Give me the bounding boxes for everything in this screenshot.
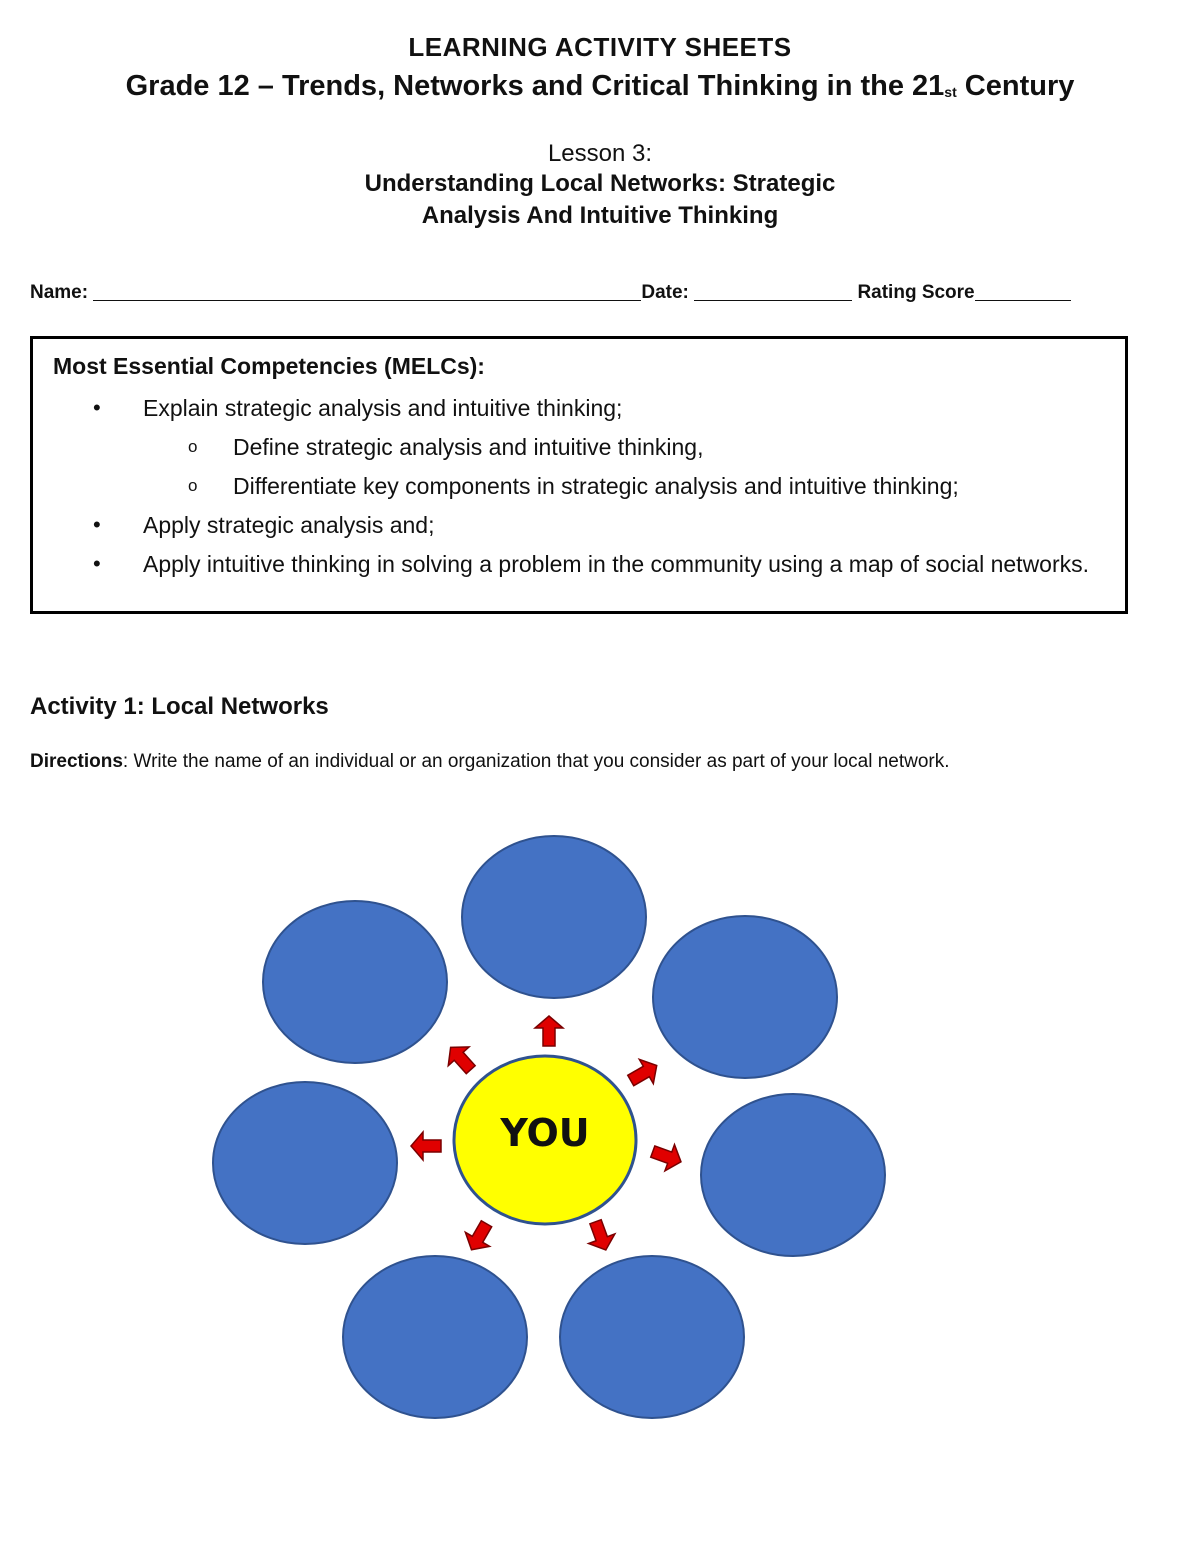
melcs-title: Most Essential Competencies (MELCs): <box>53 353 485 379</box>
date-label: Date: <box>641 282 689 303</box>
arrow-lower-right <box>582 1217 619 1255</box>
rating-score-field[interactable] <box>975 280 1071 301</box>
arrow-upper-right <box>624 1053 664 1092</box>
melc-item-2: • Apply strategic analysis and; <box>93 508 1103 542</box>
you-node <box>454 1056 636 1224</box>
network-node-lower-left[interactable] <box>343 1256 527 1418</box>
name-label: Name: <box>30 282 89 303</box>
course-title-sup: st <box>944 84 957 100</box>
local-network-diagram <box>0 820 1200 1440</box>
arrow-right <box>648 1138 686 1175</box>
directions-label: Directions <box>30 751 123 772</box>
lesson-title-line-2: Analysis And Intuitive Thinking <box>421 202 779 229</box>
arrow-left <box>411 1132 441 1160</box>
student-info-line <box>30 280 1128 304</box>
course-title-main: Grade 12 – Trends, Networks and Critical Thinking in the 21 <box>125 70 945 102</box>
melc-item-1: • Explain strategic analysis and intuitive thinking; <box>93 391 1103 425</box>
melc-subitem-2: o Differentiate key components in strategic analysis and intuitive thinking; <box>93 469 1103 503</box>
network-node-upper-right[interactable] <box>653 916 837 1078</box>
melc-subitem-1: o Define strategic analysis and intuitive thinking, <box>93 430 1103 464</box>
you-label: YOU <box>500 1111 590 1155</box>
name-field[interactable] <box>93 280 641 301</box>
network-node-left[interactable] <box>213 1082 397 1244</box>
rating-score-label: Rating Score <box>857 282 975 303</box>
course-title <box>0 70 1200 103</box>
activity-directions <box>30 751 950 773</box>
network-node-upper-left[interactable] <box>263 901 447 1063</box>
network-node-top[interactable] <box>462 836 646 998</box>
arrow-up <box>535 1016 563 1046</box>
melcs-box <box>30 336 1128 614</box>
lesson-number: Lesson 3: <box>547 140 653 167</box>
lesson-title-line-1: Understanding Local Networks: Strategic <box>364 170 836 197</box>
arrow-upper-left <box>440 1038 481 1079</box>
date-field[interactable] <box>694 280 852 301</box>
course-title-end: Century <box>956 70 1075 102</box>
melc-item-3: • Apply intuitive thinking in solving a problem in the community using a map of social networks. <box>93 547 1103 581</box>
sheet-title: LEARNING ACTIVITY SHEETS <box>408 32 792 62</box>
activity-title: Activity 1: Local Networks <box>30 693 329 720</box>
directions-text: : Write the name of an individual or an organization that you consider as part of your local network. <box>122 751 950 772</box>
network-node-right[interactable] <box>701 1094 885 1256</box>
arrow-lower-left <box>459 1217 498 1257</box>
melcs-list <box>93 391 1103 586</box>
network-node-lower-right[interactable] <box>560 1256 744 1418</box>
